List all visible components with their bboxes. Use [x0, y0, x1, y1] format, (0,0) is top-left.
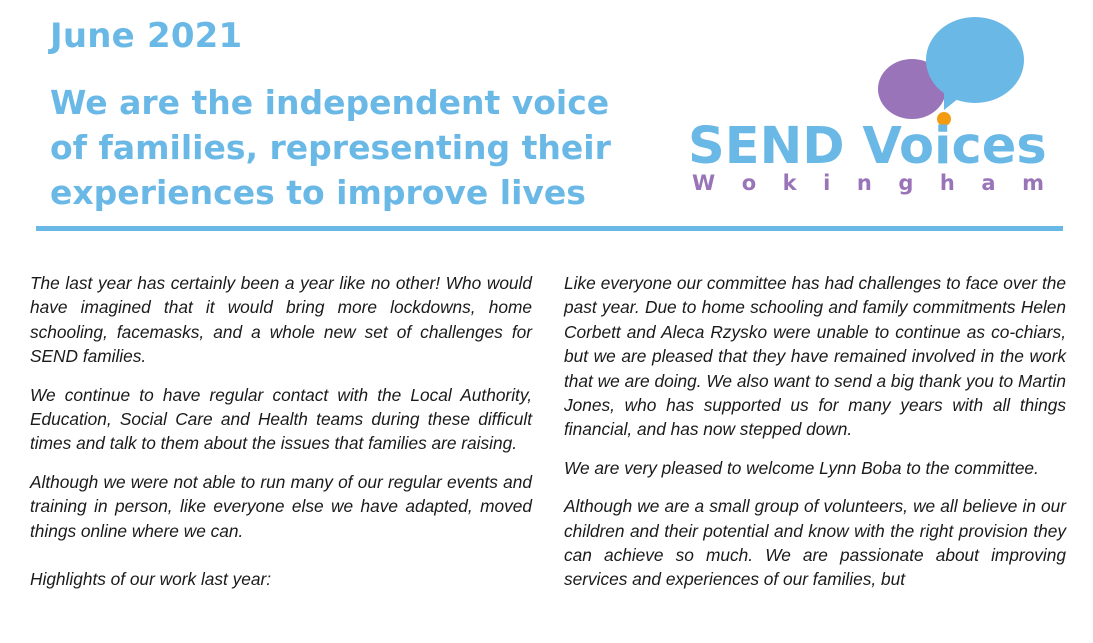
- newsletter-date: June 2021: [50, 16, 243, 56]
- logo-secondary-text: W o k i n g h a m: [692, 171, 1044, 195]
- header-divider: [36, 226, 1063, 231]
- tagline-heading: We are the independent voice of families, representing their experiences to improve lives: [50, 83, 611, 212]
- paragraph: The last year has certainly been a year like no other! Who would have imagined that it would bring more lockdowns, home schooling, facemasks, and a whole new set of challenges for SEND families.: [30, 273, 532, 367]
- right-column: [564, 271, 1066, 606]
- highlights-intro: Highlights of our work last year:: [30, 569, 272, 590]
- paragraph: We are very pleased to welcome Lynn Boba to the committee.: [564, 457, 1039, 478]
- send-voices-logo: [686, 14, 1056, 204]
- speech-bubbles-icon: [878, 17, 1024, 126]
- paragraph: We continue to have regular contact with the Local Authority, Education, Social Care and Health teams during these difficult times and talk to them about the issues that families are raising.: [30, 384, 532, 454]
- paragraph: Although we are a small group of volunteers, we all believe in our children and their potential and know with the right provision they can achieve so much. We are passionate about improving services and experiences of our families, but: [564, 496, 1066, 590]
- logo-primary-text: SEND Voices: [688, 117, 1047, 176]
- paragraph: Like everyone our committee has had challenges to face over the past year. Due to home schooling and family commitments Helen Corbett and Aleca Rzysko were unable to continue as co-chiars, but we are pleased that they have remained involved in the work that we are doing. We also want to send a big thank you to Martin Jones, who has supported us for many years with all things financial, and has now stepped down.: [564, 273, 1066, 440]
- left-column: [30, 271, 532, 605]
- paragraph: Although we were not able to run many of our regular events and training in person, like everyone else we have adapted, moved things online where we can.: [30, 471, 532, 541]
